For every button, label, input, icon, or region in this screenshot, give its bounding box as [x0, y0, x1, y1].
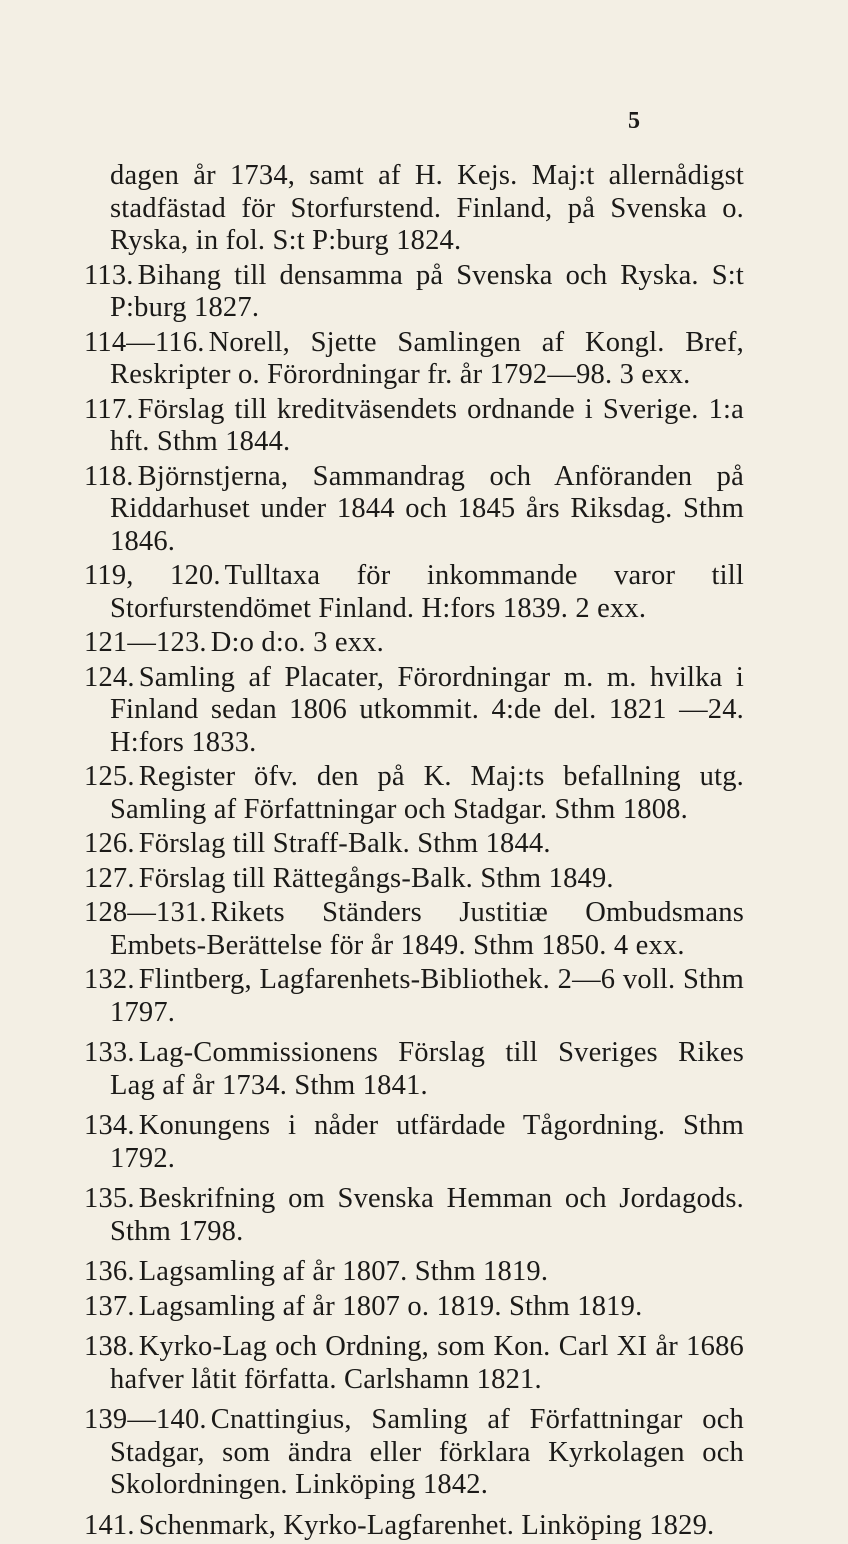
entry-number: 128—131. — [84, 897, 207, 928]
entry-number: 121—123. — [84, 627, 207, 658]
catalog-entry — [84, 662, 744, 760]
entry-text: Förslag till kreditväsendets ordnande i Sverige. 1:a hft. Sthm 1844. — [110, 393, 744, 457]
catalog-entry — [84, 1404, 744, 1502]
entry-text: Samling af Placater, Förordningar m. m. hvilka i Finland sedan 1806 utkommit. 4:de del. 1821 —24. H:fors 1833. — [110, 661, 744, 758]
entry-text: Bihang till densamma på Svenska och Ryska. S:t P:burg 1827. — [110, 259, 744, 323]
entry-text: Cnattingius, Samling af Författningar och Stadgar, som ändra eller förklara Kyrkolagen och Skolordningen. Linköping 1842. — [110, 1404, 744, 1500]
catalog-entry — [84, 1510, 744, 1543]
entry-text: Lagsamling af år 1807 o. 1819. Sthm 1819. — [138, 1290, 643, 1322]
catalog-entry — [84, 863, 744, 896]
entry-number: 141. — [84, 1509, 135, 1541]
catalog-entry — [84, 897, 744, 962]
entry-number: 127. — [84, 862, 135, 894]
entry-text: Förslag till Straff-Balk. Sthm 1844. — [138, 828, 551, 859]
catalog-entry — [84, 260, 744, 325]
catalog-entry — [84, 627, 744, 660]
catalog-entry — [84, 1110, 744, 1175]
catalog-entry — [84, 394, 744, 459]
catalog-entry — [84, 1291, 744, 1324]
catalog-entry — [84, 160, 744, 258]
entry-text: Tulltaxa för inkommande varor till Storfurstendömet Finland. H:fors 1839. 2 exx. — [110, 560, 744, 624]
entry-text: Lag-Commissionens Förslag till Sveriges Rikes Lag af år 1734. Sthm 1841. — [110, 1037, 744, 1101]
entry-text: Rikets Ständers Justitiæ Ombudsmans Embets-Berättelse för år 1849. Sthm 1850. 4 exx. — [110, 897, 744, 961]
entry-number: 126. — [84, 828, 135, 859]
entry-text: Schenmark, Kyrko-Lagfarenhet. Linköping 1829. — [138, 1509, 715, 1541]
page-number: 5 — [628, 108, 640, 134]
catalog-entry — [84, 560, 744, 625]
entry-number: 119, 120. — [84, 560, 221, 591]
entry-text: Förslag till Rättegångs-Balk. Sthm 1849. — [138, 862, 614, 894]
catalog-entry — [84, 1331, 744, 1396]
entry-text: dagen år 1734, samt af H. Kejs. Maj:t allernådigst stadfästad för Storfurstend. Finland, på Svenska o. Ryska, in fol. S:t P:burg 1824. — [110, 160, 744, 256]
entry-number: 125. — [84, 761, 135, 792]
catalog-entry — [84, 1256, 744, 1289]
entry-number: 124. — [84, 661, 135, 693]
catalog-entry — [84, 761, 744, 826]
entry-text: Lagsamling af år 1807. Sthm 1819. — [138, 1256, 549, 1287]
entry-text: D:o d:o. 3 exx. — [210, 627, 384, 658]
entry-number: 132. — [84, 964, 135, 995]
entry-text: Register öfv. den på K. Maj:ts befallning utg. Samling af Författningar och Stadgar. Sthm 1808. — [110, 761, 744, 825]
entry-text: Flintberg, Lagfarenhets-Bibliothek. 2—6 voll. Sthm 1797. — [110, 964, 744, 1028]
entry-text: Kyrko-Lag och Ordning, som Kon. Carl XI år 1686 hafver låtit författa. Carlshamn 1821. — [110, 1331, 744, 1395]
entry-number: 118. — [84, 460, 134, 492]
catalog-entry — [84, 327, 744, 392]
entry-number: 136. — [84, 1256, 135, 1287]
entry-number: 134. — [84, 1110, 135, 1141]
entry-number: 135. — [84, 1183, 135, 1214]
entry-number: 138. — [84, 1331, 135, 1362]
entry-number: 113. — [84, 259, 134, 291]
entry-number: 137. — [84, 1290, 135, 1322]
catalog-entry — [84, 828, 744, 861]
entry-number: 114—116. — [84, 326, 205, 358]
catalog-entry — [84, 461, 744, 559]
catalog-entry — [84, 1037, 744, 1102]
entry-text: Björnstjerna, Sammandrag och Anföranden på Riddarhuset under 1844 och 1845 års Riksdag. Sthm 1846. — [110, 460, 744, 557]
catalog-entry — [84, 964, 744, 1029]
catalog-entry — [84, 1183, 744, 1248]
entry-text: Konungens i nåder utfärdade Tågordning. Sthm 1792. — [110, 1110, 744, 1174]
entry-number: 117. — [84, 393, 134, 425]
entry-text: Norell, Sjette Samlingen af Kongl. Bref, Reskripter o. Förordningar fr. år 1792—98. 3 exx. — [110, 326, 744, 390]
entry-number: 133. — [84, 1037, 135, 1068]
entry-text: Beskrifning om Svenska Hemman och Jordagods. Sthm 1798. — [110, 1183, 744, 1247]
catalog-text — [84, 160, 744, 1544]
entry-number: 139—140. — [84, 1404, 207, 1435]
